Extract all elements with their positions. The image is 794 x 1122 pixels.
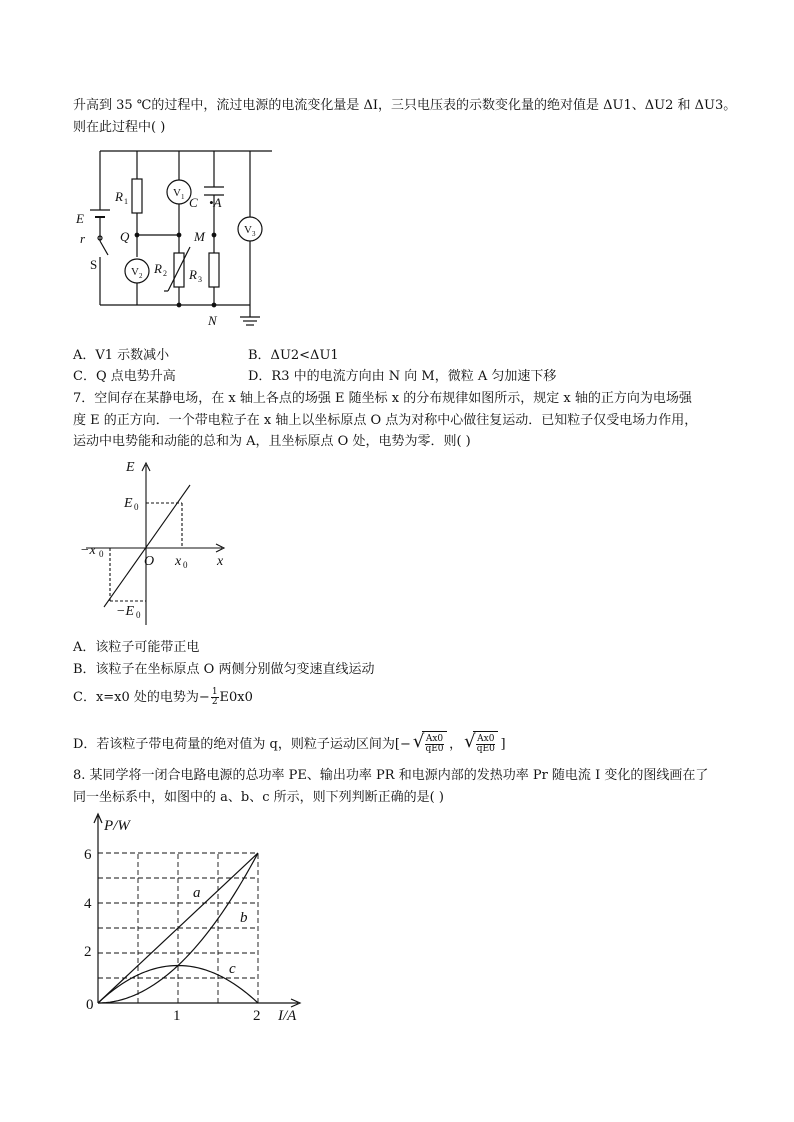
e-x-graph	[76, 455, 246, 630]
label-R1-sub: 1	[124, 197, 128, 206]
graph-label-negE0: −E	[116, 604, 134, 619]
q7-option-b: B．该粒子在坐标原点 O 两侧分别做匀变速直线运动	[73, 662, 375, 677]
graph-label-E: E	[126, 460, 135, 475]
chart-series-label-b: b	[240, 910, 248, 926]
q7-option-d-num-left: Ax0	[425, 734, 444, 744]
label-r: r	[80, 231, 86, 246]
q7-option-a: A．该粒子可能带正电	[73, 640, 200, 655]
q7-option-d-pre: D．若该粒子带电荷量的绝对值为 q，则粒子运动区间为[−	[73, 737, 411, 752]
label-C: C	[189, 195, 198, 210]
q7-option-d-den-right: qE0	[476, 744, 495, 754]
q7-option-d-den-left: qE0	[425, 744, 444, 754]
label-Q: Q	[120, 229, 130, 244]
q7-option-d	[73, 731, 506, 758]
label-R3: R	[189, 267, 197, 282]
power-current-chart	[78, 810, 318, 1030]
label-S: S	[90, 257, 98, 272]
q7-option-d-sqrt-right: √ $\frac{Ax0}{qE0}$	[464, 731, 498, 758]
q8-stem-line2: 同一坐标系中，如图中的 a、b、c 所示，则下列判断正确的是( )	[73, 790, 444, 805]
chart-ylabel: P/W	[104, 818, 130, 834]
chart-series-label-a: a	[193, 885, 201, 901]
graph-label-negx0-sub: 0	[99, 549, 104, 559]
label-A: •A	[209, 195, 222, 210]
q6-option-d: D．R3 中的电流方向由 N 向 M，微粒 A 匀加速下移	[248, 369, 557, 384]
chart-ytick-4: 4	[84, 896, 92, 912]
chart-xtick-1: 1	[173, 1008, 181, 1024]
q7-option-c-den: 2	[211, 697, 218, 707]
q6-intro-line1: 升高到 35 ℃的过程中，流过电源的电流变化量是 ΔI，三只电压表的示数变化量的绝对值是 ΔU1、ΔU2 和 ΔU3。	[73, 98, 737, 113]
q7-stem-line2: 度 E 的正方向．一个带电粒子在 x 轴上以坐标原点 O 点为对称中心做往复运动．已知粒子仅受电场力作用，	[73, 413, 698, 428]
graph-label-origin: O	[144, 554, 155, 569]
graph-label-negE0-sub: 0	[136, 610, 141, 620]
q7-option-c-pre: C．x=x0 处的电势为−	[73, 690, 210, 705]
label-R3-sub: 3	[198, 275, 202, 284]
chart-series-label-c: c	[229, 961, 236, 977]
graph-label-E0: E	[124, 496, 133, 511]
chart-ytick-2: 2	[84, 944, 92, 960]
q7-option-d-post: ]	[500, 737, 506, 752]
graph-label-x: x	[217, 554, 224, 569]
label-V3: V	[244, 224, 252, 236]
q6-option-c: C．Q 点电势升高	[73, 369, 176, 384]
chart-ytick-6: 6	[84, 847, 92, 863]
chart-xtick-2: 2	[253, 1008, 261, 1024]
chart-ytick-0: 0	[86, 997, 94, 1013]
q7-option-c-num: 1	[211, 687, 218, 697]
label-E: E	[76, 211, 84, 226]
q6-intro-line2: 则在此过程中( )	[73, 120, 166, 135]
label-R2-sub: 2	[163, 269, 167, 278]
label-V1-sub: 1	[181, 193, 185, 201]
label-V2: V	[131, 266, 139, 278]
q7-option-c	[73, 688, 253, 708]
label-R1: R	[115, 189, 123, 204]
q6-option-a: A．V1 示数减小	[73, 348, 170, 363]
q7-option-d-num-right: Ax0	[477, 734, 495, 744]
label-V2-sub: 2	[139, 272, 143, 280]
q7-option-d-mid: ，	[449, 737, 463, 752]
label-V3-sub: 3	[252, 230, 256, 238]
q8-stem-line1: 8. 某同学将一闭合电路电源的总功率 PE、输出功率 PR 和电源内部的发热功率 Pr 随电流 I 变化的图线画在了	[73, 768, 709, 783]
q7-option-c-post: E0x0	[219, 690, 253, 705]
label-N: N	[208, 313, 217, 328]
q7-option-d-sqrt-left: √ $\frac{Ax0}{qE0}$	[413, 731, 447, 758]
graph-label-negx0: −x	[80, 543, 96, 558]
graph-label-x0-sub: 0	[183, 560, 188, 570]
chart-xlabel: I/A	[278, 1008, 297, 1024]
graph-label-E0-sub: 0	[134, 502, 139, 512]
graph-label-x0: x	[175, 554, 182, 569]
label-V1: V	[173, 187, 181, 199]
label-M: M	[194, 229, 205, 244]
q7-stem-line3: 运动中电势能和动能的总和为 A，且坐标原点 O 处，电势为零．则( )	[73, 434, 471, 449]
label-R2: R	[154, 261, 162, 276]
circuit-diagram	[72, 145, 272, 335]
q7-option-c-fraction	[211, 688, 219, 707]
q6-option-b: B．ΔU2<ΔU1	[248, 348, 339, 363]
q7-stem-line1: 7．空间存在某静电场，在 x 轴上各点的场强 E 随坐标 x 的分布规律如图所示，规定 x 轴的正方向为电场强	[73, 391, 692, 406]
